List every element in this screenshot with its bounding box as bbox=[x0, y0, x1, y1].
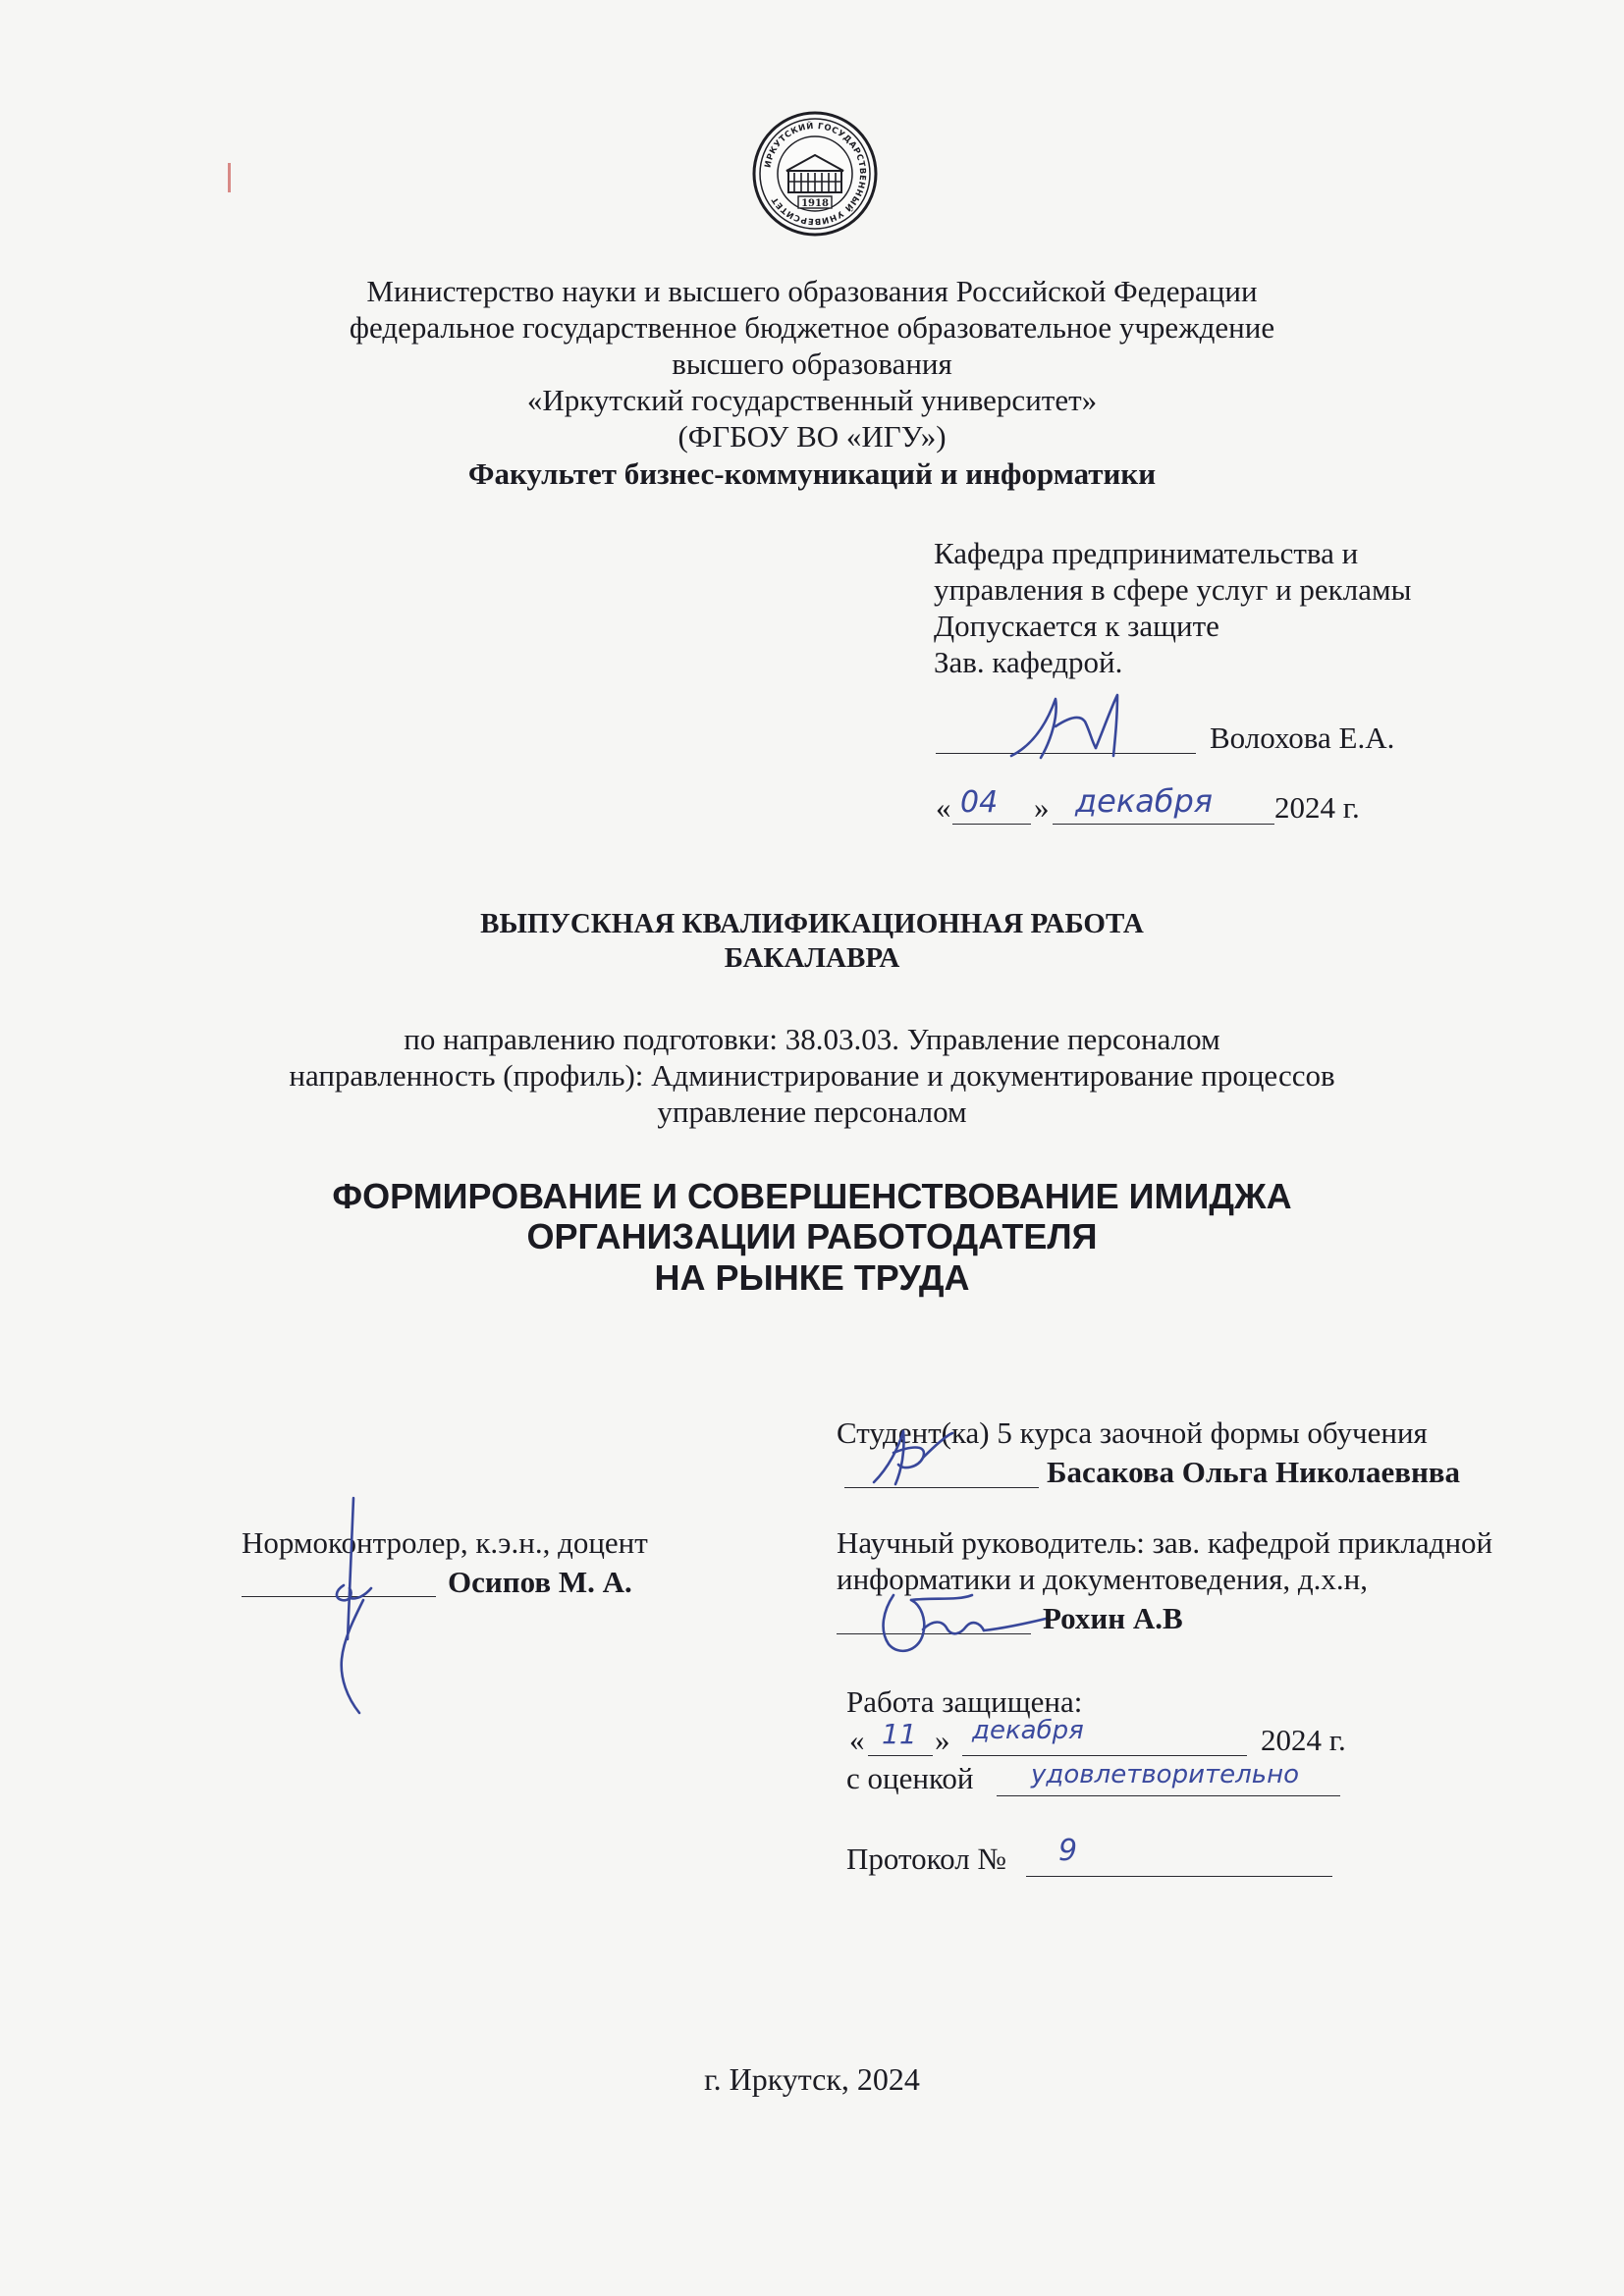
seal-ring-text: ИРКУТСКИЙ ГОСУДАРСТВЕННЫЙ УНИВЕРСИТЕТ bbox=[763, 121, 868, 227]
supervisor-line-2: информатики и документоведения, д.х.н, bbox=[837, 1562, 1369, 1596]
city-year: г. Иркутск, 2024 bbox=[704, 2061, 920, 2097]
defense-label: Работа защищена: bbox=[846, 1684, 1083, 1719]
department-line-2: управления в сфере услуг и рекламы bbox=[934, 572, 1412, 607]
protocol-label: Протокол № bbox=[846, 1842, 1006, 1876]
work-type-line-2: БАКАЛАВРА bbox=[724, 942, 900, 974]
defense-quote-close: » bbox=[935, 1723, 950, 1757]
university-abbr-line: (ФГБОУ ВО «ИГУ») bbox=[677, 419, 947, 454]
defense-month-line bbox=[962, 1755, 1247, 1756]
direction-line-2: направленность (профиль): Администрирование и документирование процессов bbox=[289, 1058, 1335, 1093]
education-level-line: высшего образования bbox=[672, 347, 952, 381]
student-signature-icon bbox=[854, 1423, 982, 1492]
seal-year: 1918 bbox=[801, 198, 829, 209]
defense-year: 2024 г. bbox=[1261, 1723, 1346, 1757]
defense-month: декабря bbox=[972, 1716, 1084, 1745]
admitted-label: Допускается к защите bbox=[934, 609, 1219, 643]
direction-line-1: по направлению подготовки: 38.03.03. Управление персоналом bbox=[404, 1022, 1220, 1056]
head-signature-icon bbox=[1001, 687, 1159, 766]
department-line-1: Кафедра предпринимательства и bbox=[934, 536, 1359, 570]
university-name-line: «Иркутский государственный университет» bbox=[526, 383, 1098, 417]
normcontrol-signature-icon bbox=[324, 1492, 403, 1718]
supervisor-line-1: Научный руководитель: зав. кафедрой прикладной bbox=[837, 1525, 1493, 1560]
student-name: Басакова Ольга Николаевнва bbox=[1047, 1455, 1461, 1489]
supervisor-name: Рохин А.В bbox=[1043, 1601, 1183, 1635]
approval-month: декабря bbox=[1075, 782, 1214, 820]
work-type-line-1: ВЫПУСКНАЯ КВАЛИФИКАЦИОННАЯ РАБОТА bbox=[480, 908, 1144, 939]
direction-line-3: управление персоналом bbox=[657, 1095, 967, 1129]
approval-quote-open: « bbox=[936, 790, 951, 825]
approval-year: 2024 г. bbox=[1274, 790, 1360, 825]
student-label: Студент(ка) 5 курса заочной формы обучения bbox=[837, 1415, 1428, 1450]
institution-type-line: федеральное государственное бюджетное образовательное учреждение bbox=[349, 310, 1275, 345]
grade-value: удовлетворительно bbox=[1031, 1760, 1299, 1789]
defense-quote-open: « bbox=[849, 1723, 865, 1757]
defense-day: 11 bbox=[882, 1718, 917, 1750]
grade-label: с оценкой bbox=[846, 1761, 974, 1795]
head-name: Волохова Е.А. bbox=[1210, 721, 1395, 755]
approval-month-line bbox=[1053, 824, 1274, 825]
faculty-line: Факультет бизнес-коммуникаций и информатики bbox=[467, 456, 1157, 491]
ministry-line: Министерство науки и высшего образования Российской Федерации bbox=[366, 274, 1258, 308]
grade-line bbox=[997, 1795, 1340, 1796]
protocol-number: 9 bbox=[1058, 1834, 1078, 1868]
scan-mark bbox=[228, 163, 231, 192]
thesis-title-line-3: НА РЫНКЕ ТРУДА bbox=[654, 1257, 970, 1298]
approval-quote-close: » bbox=[1034, 790, 1050, 825]
approval-day-line bbox=[952, 824, 1031, 825]
defense-day-line bbox=[868, 1755, 933, 1756]
protocol-line bbox=[1026, 1876, 1332, 1877]
normcontrol-name: Осипов М. А. bbox=[448, 1565, 632, 1599]
university-seal-icon bbox=[751, 110, 879, 238]
supervisor-signature-icon bbox=[864, 1575, 1060, 1664]
normcontrol-label: Нормоконтролер, к.э.н., доцент bbox=[242, 1525, 648, 1560]
thesis-title-line-2: ОРГАНИЗАЦИИ РАБОТОДАТЕЛЯ bbox=[526, 1216, 1098, 1256]
head-label: Зав. кафедрой. bbox=[934, 645, 1123, 679]
approval-day: 04 bbox=[960, 785, 999, 820]
thesis-title-line-1: ФОРМИРОВАНИЕ И СОВЕРШЕНСТВОВАНИЕ ИМИДЖА bbox=[332, 1176, 1292, 1216]
